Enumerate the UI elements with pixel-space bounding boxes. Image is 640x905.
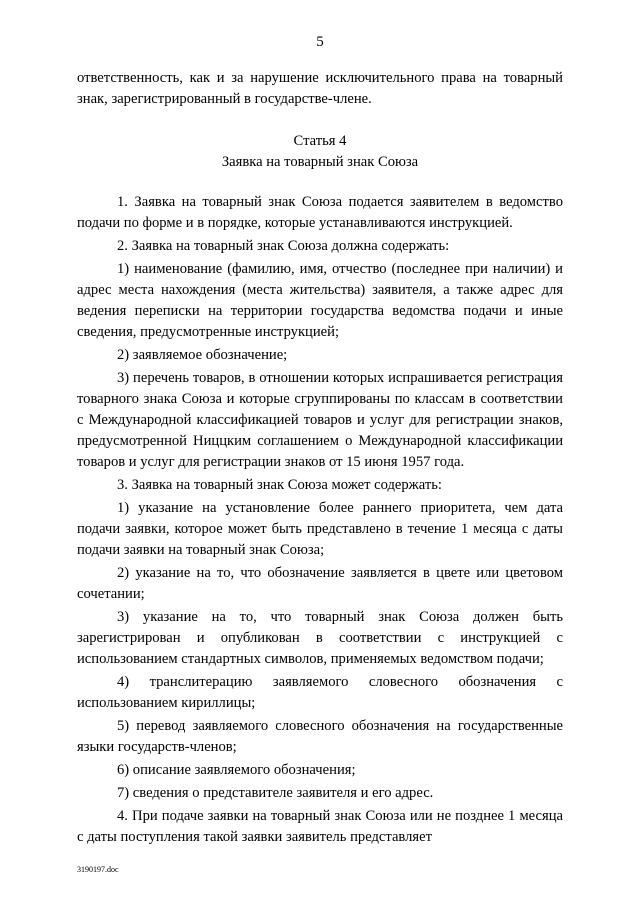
list-item-3-1: 1) указание на установление более раннего приоритета, чем дата подачи заявки, которое может быть представлено в течение 1 месяца с даты подачи заявки на товарный знак Союза; bbox=[77, 500, 563, 558]
list-item-3-5: 5) перевод заявляемого словесного обозначения на государственные языки государств-членов; bbox=[77, 718, 563, 755]
list-item-2-3: 3) перечень товаров, в отношении которых испрашивается регистрация товарного знака Союза и которые сгруппированы по классам в соответствии с Международной классификацией товаров и услуг для регистрации знаков, предусмотренной Ниццким соглашением о Международной классификации товаров и услуг для регистрации знаков от 15 июня 1957 года. bbox=[77, 370, 563, 470]
list-item-3-2: 2) указание на то, что обозначение заявляется в цвете или цветовом сочетании; bbox=[77, 565, 563, 602]
list-item-2-2: 2) заявляемое обозначение; bbox=[117, 347, 288, 363]
list-item-3-7: 7) сведения о представителе заявителя и его адрес. bbox=[117, 785, 434, 801]
file-name-footer: 3190197.doc bbox=[77, 865, 119, 874]
list-item-3-3: 3) указание на то, что товарный знак Союза должен быть зарегистрирован и опубликован в соответствии с инструкцией с использованием стандартных символов, применяемых ведомством подачи; bbox=[77, 609, 563, 667]
page-number: 5 bbox=[316, 34, 324, 50]
list-item-2-1: 1) наименование (фамилию, имя, отчество (последнее при наличии) и адрес места нахождения (места жительства) заявителя, а также адрес для ведения переписки на территории государства ведомства подачи и иные сведения, предусмотренные инструкцией; bbox=[77, 261, 563, 340]
paragraph-4: 4. При подаче заявки на товарный знак Союза или не позднее 1 месяца с даты поступления такой заявки заявитель представляет bbox=[77, 808, 563, 845]
paragraph-2: 2. Заявка на товарный знак Союза должна содержать: bbox=[117, 238, 450, 254]
continuation-paragraph: ответственность, как и за нарушение исключительного права на товарный знак, зарегистрированный в государстве-члене. bbox=[77, 70, 563, 107]
article-title: Заявка на товарный знак Союза bbox=[221, 154, 419, 170]
article-heading bbox=[77, 131, 563, 173]
list-item-3-6: 6) описание заявляемого обозначения; bbox=[117, 762, 356, 778]
list-item-3-4: 4) транслитерацию заявляемого словесного обозначения с использованием кириллицы; bbox=[77, 674, 563, 711]
document-body bbox=[77, 68, 563, 850]
article-number: Статья 4 bbox=[293, 133, 347, 149]
paragraph-3: 3. Заявка на товарный знак Союза может содержать: bbox=[117, 477, 442, 493]
paragraph-1: 1. Заявка на товарный знак Союза подается заявителем в ведомство подачи по форме и в порядке, которые устанавливаются инструкцией. bbox=[77, 194, 563, 231]
